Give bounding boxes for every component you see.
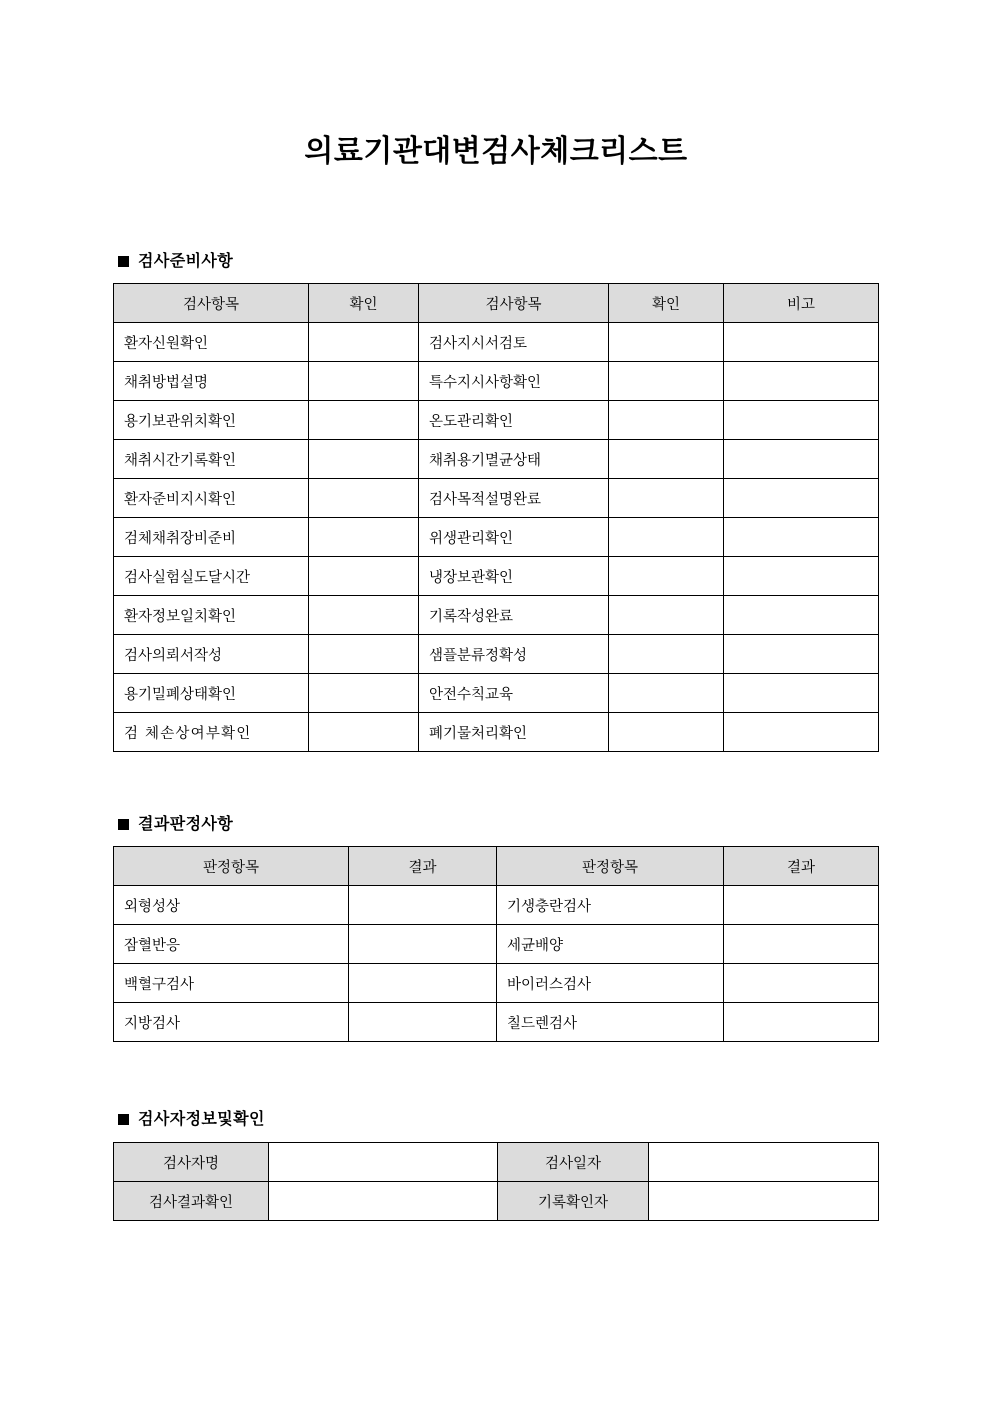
table-row (114, 1003, 879, 1042)
prep-check-right-field[interactable] (609, 557, 724, 596)
table-header-row (114, 284, 879, 323)
inspector-name-field[interactable] (269, 1143, 498, 1182)
section-heading-prep-label: 검사준비사항 (138, 251, 234, 270)
result-item-right: 세균배양 (497, 925, 724, 964)
square-bullet-icon (118, 256, 129, 267)
result-item-left: 백혈구검사 (114, 964, 349, 1003)
prep-item-right: 냉장보관확인 (419, 557, 609, 596)
prep-check-right-field[interactable] (609, 635, 724, 674)
result-item-left: 잠혈반응 (114, 925, 349, 964)
table-row (114, 964, 879, 1003)
prep-note-field[interactable] (724, 557, 879, 596)
prep-check-right-field[interactable] (609, 440, 724, 479)
prep-note-field[interactable] (724, 596, 879, 635)
table-row (114, 323, 879, 362)
prep-check-right-field[interactable] (609, 323, 724, 362)
table-row (114, 401, 879, 440)
prep-item-right: 검사지시서검토 (419, 323, 609, 362)
result-item-right: 기생충란검사 (497, 886, 724, 925)
prep-item-left: 채취방법설명 (114, 362, 309, 401)
inspection-date-label: 검사일자 (498, 1143, 649, 1182)
prep-check-left-field[interactable] (309, 440, 419, 479)
prep-item-right: 샘플분류정확성 (419, 635, 609, 674)
result-value-right-field[interactable] (724, 925, 879, 964)
section-heading-inspector (118, 1108, 265, 1130)
inspector-name-label: 검사자명 (114, 1143, 269, 1182)
record-verifier-field[interactable] (649, 1182, 879, 1221)
prep-check-left-field[interactable] (309, 713, 419, 752)
prep-item-left: 용기밀폐상태확인 (114, 674, 309, 713)
table-row (114, 1143, 879, 1182)
column-header-note: 비고 (724, 284, 879, 323)
column-header-judgement-left: 판정항목 (114, 847, 349, 886)
result-item-right: 바이러스검사 (497, 964, 724, 1003)
inspector-info-table (113, 1142, 879, 1221)
prep-check-left-field[interactable] (309, 323, 419, 362)
result-value-left-field[interactable] (349, 925, 497, 964)
record-verifier-label: 기록확인자 (498, 1182, 649, 1221)
table-row (114, 886, 879, 925)
prep-note-field[interactable] (724, 635, 879, 674)
prep-note-field[interactable] (724, 674, 879, 713)
square-bullet-icon (118, 1114, 129, 1125)
prep-check-left-field[interactable] (309, 479, 419, 518)
prep-item-right: 폐기물처리확인 (419, 713, 609, 752)
column-header-item-left: 검사항목 (114, 284, 309, 323)
prep-check-right-field[interactable] (609, 479, 724, 518)
table-row (114, 362, 879, 401)
table-row (114, 635, 879, 674)
prep-check-right-field[interactable] (609, 674, 724, 713)
table-row (114, 479, 879, 518)
table-row (114, 925, 879, 964)
column-header-item-right: 검사항목 (419, 284, 609, 323)
result-item-right: 칠드렌검사 (497, 1003, 724, 1042)
prep-item-left: 검사실험실도달시간 (114, 557, 309, 596)
prep-check-left-field[interactable] (309, 635, 419, 674)
prep-check-left-field[interactable] (309, 518, 419, 557)
prep-check-left-field[interactable] (309, 401, 419, 440)
result-value-right-field[interactable] (724, 1003, 879, 1042)
result-confirm-field[interactable] (269, 1182, 498, 1221)
prep-check-left-field[interactable] (309, 596, 419, 635)
prep-item-right: 검사목적설명완료 (419, 479, 609, 518)
result-value-left-field[interactable] (349, 1003, 497, 1042)
table-header-row (114, 847, 879, 886)
section-heading-result (118, 813, 233, 835)
column-header-result-right: 결과 (724, 847, 879, 886)
prep-note-field[interactable] (724, 479, 879, 518)
prep-item-left: 환자신원확인 (114, 323, 309, 362)
prep-item-right: 특수지시사항확인 (419, 362, 609, 401)
prep-item-right: 채취용기멸균상태 (419, 440, 609, 479)
prep-check-left-field[interactable] (309, 674, 419, 713)
prep-item-left: 환자준비지시확인 (114, 479, 309, 518)
prep-item-right: 기록작성완료 (419, 596, 609, 635)
result-item-left: 외형성상 (114, 886, 349, 925)
inspection-date-field[interactable] (649, 1143, 879, 1182)
prep-check-right-field[interactable] (609, 713, 724, 752)
prep-item-right: 온도관리확인 (419, 401, 609, 440)
section-heading-inspector-label: 검사자정보및확인 (138, 1109, 265, 1128)
prep-note-field[interactable] (724, 401, 879, 440)
prep-note-field[interactable] (724, 362, 879, 401)
prep-item-right: 위생관리확인 (419, 518, 609, 557)
prep-note-field[interactable] (724, 518, 879, 557)
prep-check-right-field[interactable] (609, 518, 724, 557)
prep-item-left: 용기보관위치확인 (114, 401, 309, 440)
prep-note-field[interactable] (724, 440, 879, 479)
section-heading-result-label: 결과판정사항 (138, 814, 234, 833)
table-row (114, 674, 879, 713)
prep-item-left: 검 체손상여부확인 (114, 713, 309, 752)
table-row (114, 596, 879, 635)
table-row (114, 557, 879, 596)
column-header-check-left: 확인 (309, 284, 419, 323)
prep-note-field[interactable] (724, 323, 879, 362)
prep-check-right-field[interactable] (609, 362, 724, 401)
column-header-judgement-right: 판정항목 (497, 847, 724, 886)
prep-check-right-field[interactable] (609, 596, 724, 635)
page-title: 의료기관대변검사체크리스트 (304, 134, 688, 169)
table-row (114, 518, 879, 557)
prep-checklist-table (113, 283, 879, 752)
result-value-left-field[interactable] (349, 964, 497, 1003)
table-row (114, 1182, 879, 1221)
result-judgement-table (113, 846, 879, 1042)
prep-item-left: 채취시간기록확인 (114, 440, 309, 479)
prep-note-field[interactable] (724, 713, 879, 752)
prep-item-left: 검체채취장비준비 (114, 518, 309, 557)
table-row (114, 713, 879, 752)
result-item-left: 지방검사 (114, 1003, 349, 1042)
result-value-right-field[interactable] (724, 964, 879, 1003)
result-confirm-label: 검사결과확인 (114, 1182, 269, 1221)
table-row (114, 440, 879, 479)
square-bullet-icon (118, 819, 129, 830)
prep-check-right-field[interactable] (609, 401, 724, 440)
prep-item-left: 검사의뢰서작성 (114, 635, 309, 674)
result-value-right-field[interactable] (724, 886, 879, 925)
result-value-left-field[interactable] (349, 886, 497, 925)
prep-item-left: 환자정보일치확인 (114, 596, 309, 635)
prep-check-left-field[interactable] (309, 362, 419, 401)
section-heading-prep (118, 250, 233, 272)
prep-item-right: 안전수칙교육 (419, 674, 609, 713)
column-header-check-right: 확인 (609, 284, 724, 323)
column-header-result-left: 결과 (349, 847, 497, 886)
prep-check-left-field[interactable] (309, 557, 419, 596)
